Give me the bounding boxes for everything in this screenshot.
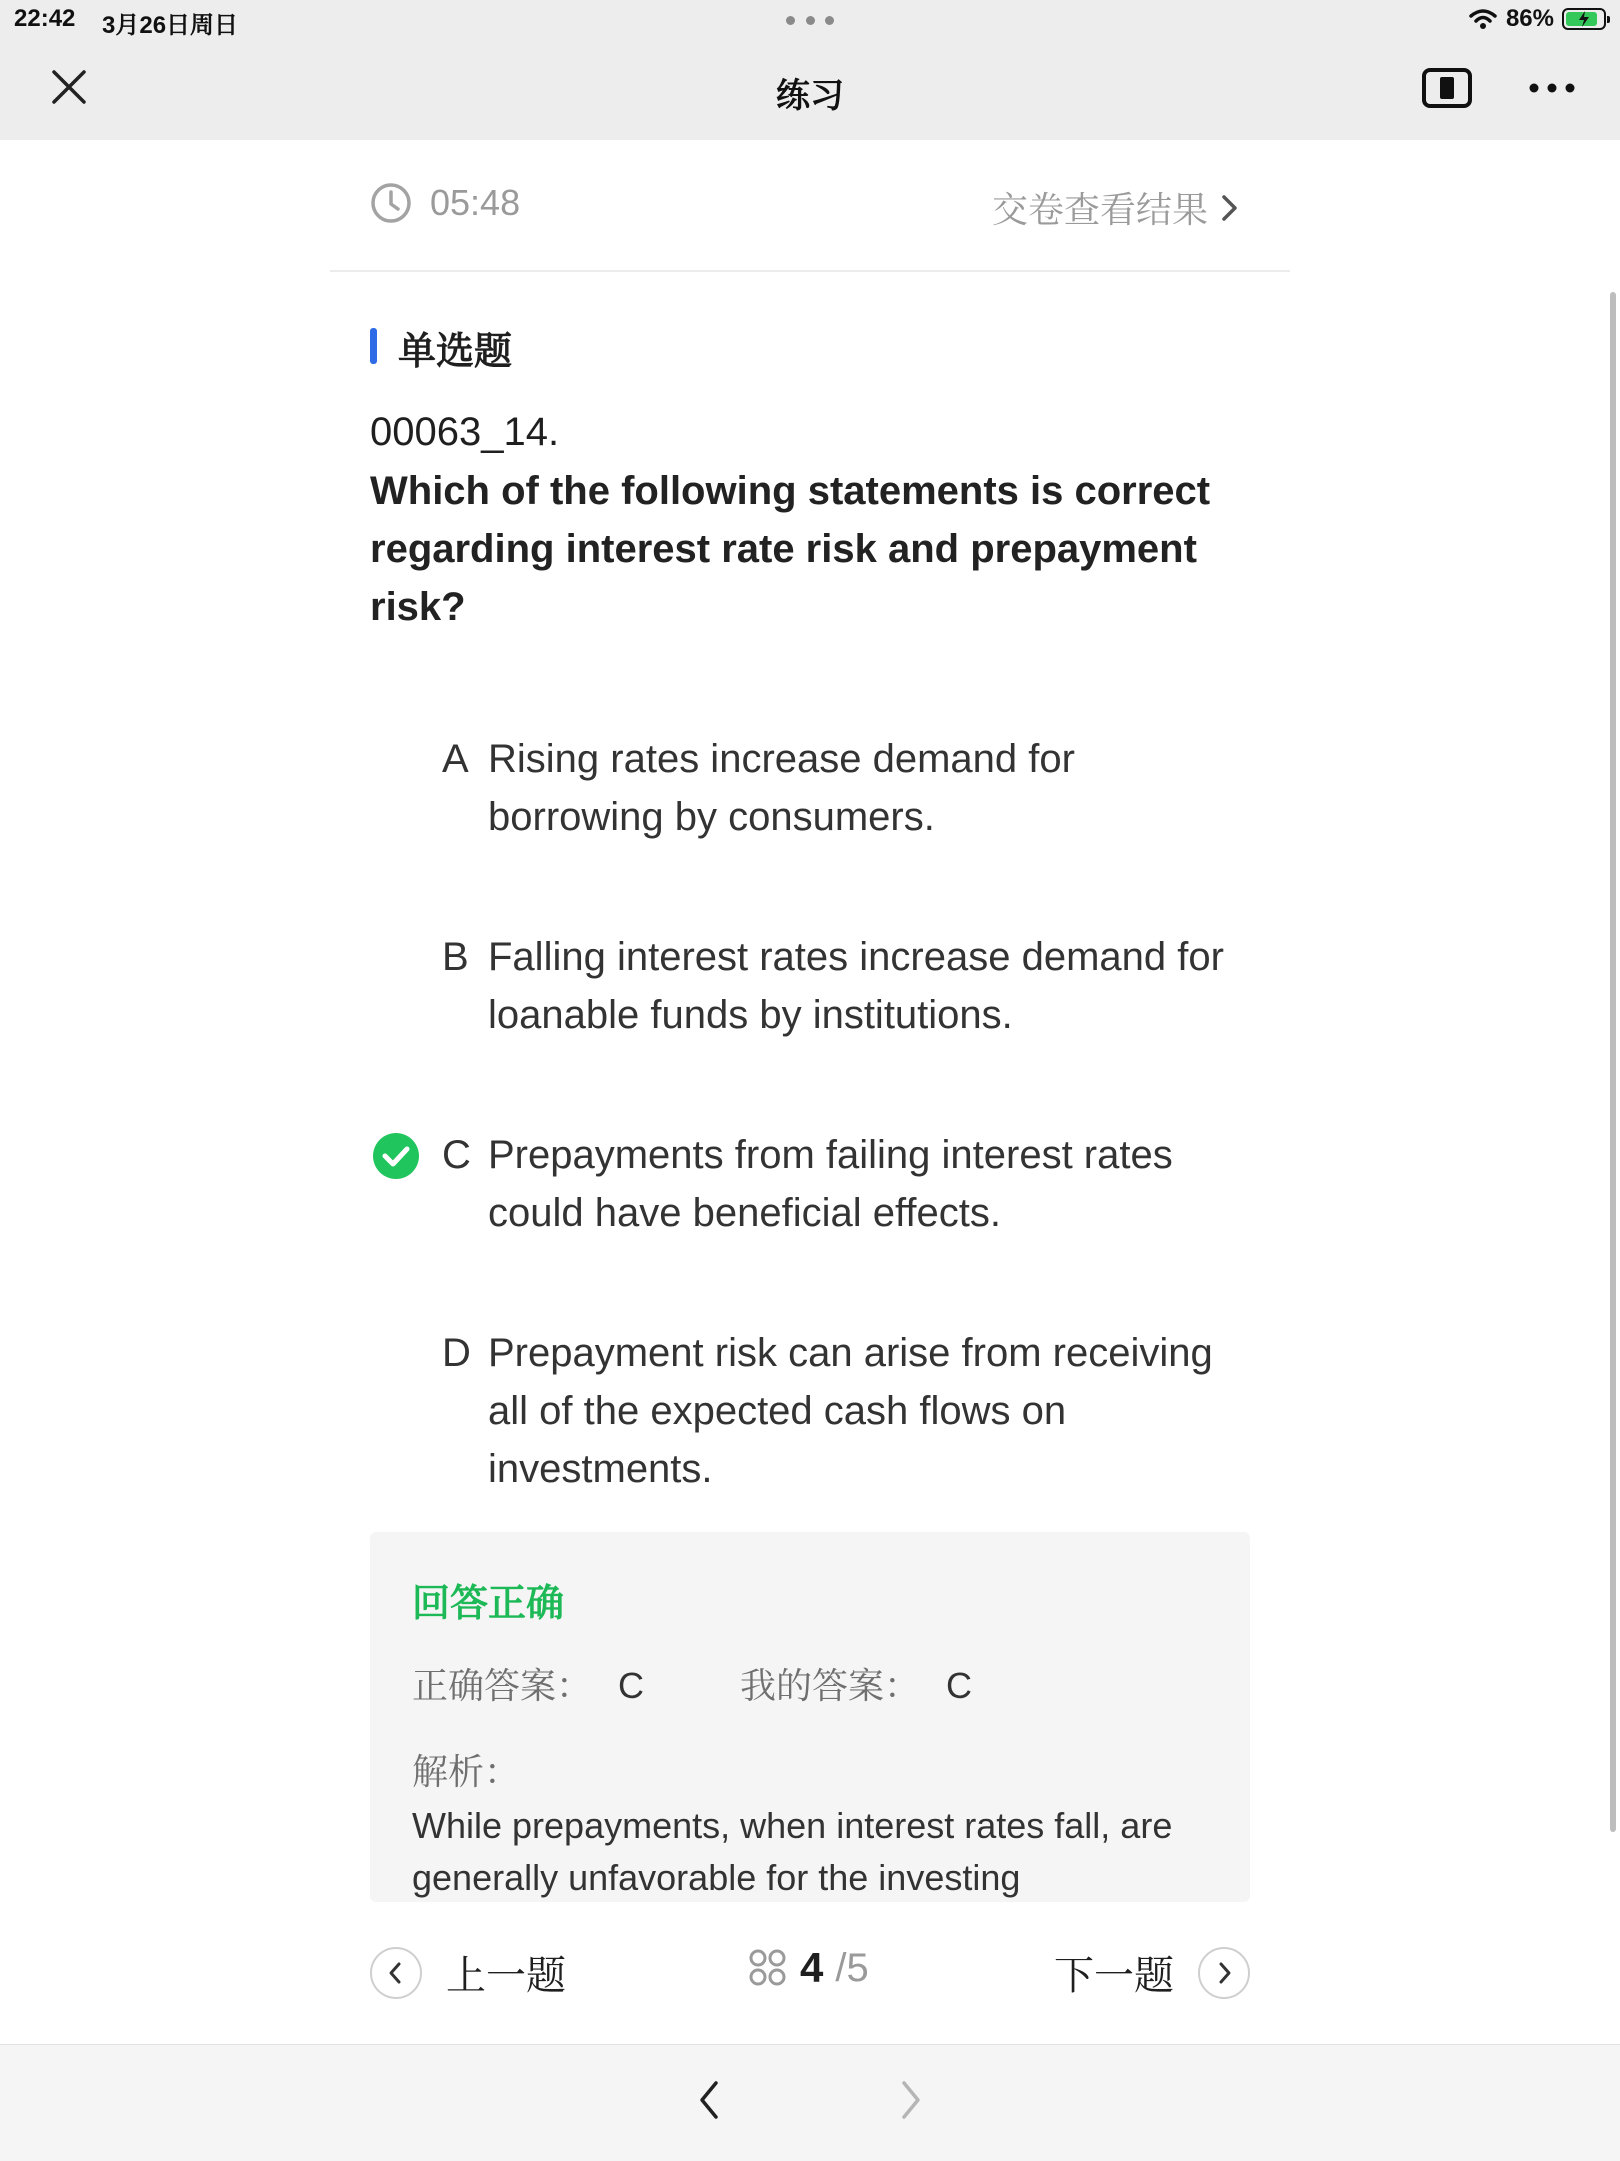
question-id: 00063_14.: [370, 410, 560, 454]
page-title: 练习: [776, 77, 844, 115]
chevron-left-icon: [370, 1947, 422, 1999]
option-a[interactable]: [370, 730, 1250, 846]
option-text: Rising rates increase demand for borrowing by consumers.: [488, 737, 1075, 839]
correct-answer-label: 正确答案：: [412, 1665, 593, 1706]
chevron-right-icon: [1198, 1947, 1250, 1999]
result-status: 回答正确: [412, 1583, 565, 1625]
browser-toolbar: [0, 2044, 1620, 2161]
question-nav: [0, 1900, 1620, 2040]
status-right: [1468, 4, 1606, 34]
battery-charging-icon: [1562, 8, 1606, 30]
charging-bolt-icon: [1576, 11, 1592, 27]
submit-label: 交卷查看结果: [991, 189, 1208, 230]
forward-arrow-icon[interactable]: [890, 2075, 930, 2125]
analysis-label: 解析：: [412, 1751, 521, 1792]
previous-question-button[interactable]: [370, 1944, 566, 2001]
grid-icon: [748, 1948, 788, 1988]
submit-view-result-link[interactable]: [992, 182, 1240, 233]
option-d[interactable]: [370, 1324, 1250, 1498]
timer: [370, 182, 520, 224]
option-text: Prepayment risk can arise from receiving all of the expected cash flows on investments.: [488, 1331, 1213, 1491]
analysis-text: While prepayments, when interest rates fall, are generally unfavorable for the investing: [412, 1805, 1173, 1898]
question-text: Which of the following statements is correct regarding interest rate risk and prepayment risk?: [370, 469, 1211, 629]
status-bar: [0, 0, 1620, 40]
question-type: 单选题: [398, 331, 513, 373]
option-text: Falling interest rates increase demand for loanable funds by institutions.: [488, 935, 1224, 1037]
next-question-label: 下一题: [1054, 1954, 1174, 1998]
status-date: 3月26日周日: [102, 12, 239, 39]
window-toggle-icon[interactable]: [1420, 66, 1476, 110]
question-type-marker: [370, 328, 377, 364]
option-text: Prepayments from failing interest rates could have beneficial effects.: [488, 1133, 1173, 1235]
option-letter: B: [442, 935, 469, 979]
option-letter: D: [442, 1331, 471, 1375]
my-answer-value: C: [946, 1665, 973, 1706]
total-questions: /5: [835, 1945, 869, 1990]
multitasking-dots-icon[interactable]: [786, 16, 834, 24]
option-letter: A: [442, 737, 469, 781]
explanation-card: [370, 1532, 1250, 1902]
clock-icon: [370, 182, 412, 224]
nav-bar: [0, 40, 1620, 140]
more-icon[interactable]: [1524, 70, 1580, 106]
timer-value: 05:48: [430, 182, 521, 223]
chevron-right-icon: [1220, 191, 1240, 225]
battery-percent: 86%: [1505, 5, 1554, 32]
next-question-button[interactable]: [1054, 1944, 1250, 2001]
option-c[interactable]: [370, 1126, 1250, 1242]
divider: [330, 270, 1290, 272]
my-answer-label: 我的答案：: [740, 1665, 921, 1706]
question-progress[interactable]: [748, 1944, 869, 1992]
quiz-content: [0, 140, 1620, 2040]
option-b[interactable]: [370, 928, 1250, 1044]
answer-row: [412, 1658, 1068, 1709]
option-letter: C: [442, 1133, 471, 1177]
check-circle-icon: [372, 1132, 420, 1180]
correct-answer-value: C: [618, 1665, 645, 1706]
wifi-icon: [1468, 7, 1498, 31]
current-question-number: 4: [800, 1944, 824, 1991]
status-time: 22:42: [14, 5, 76, 32]
scrollbar[interactable]: [1610, 292, 1616, 1832]
back-arrow-icon[interactable]: [690, 2075, 730, 2125]
previous-question-label: 上一题: [446, 1954, 566, 1998]
